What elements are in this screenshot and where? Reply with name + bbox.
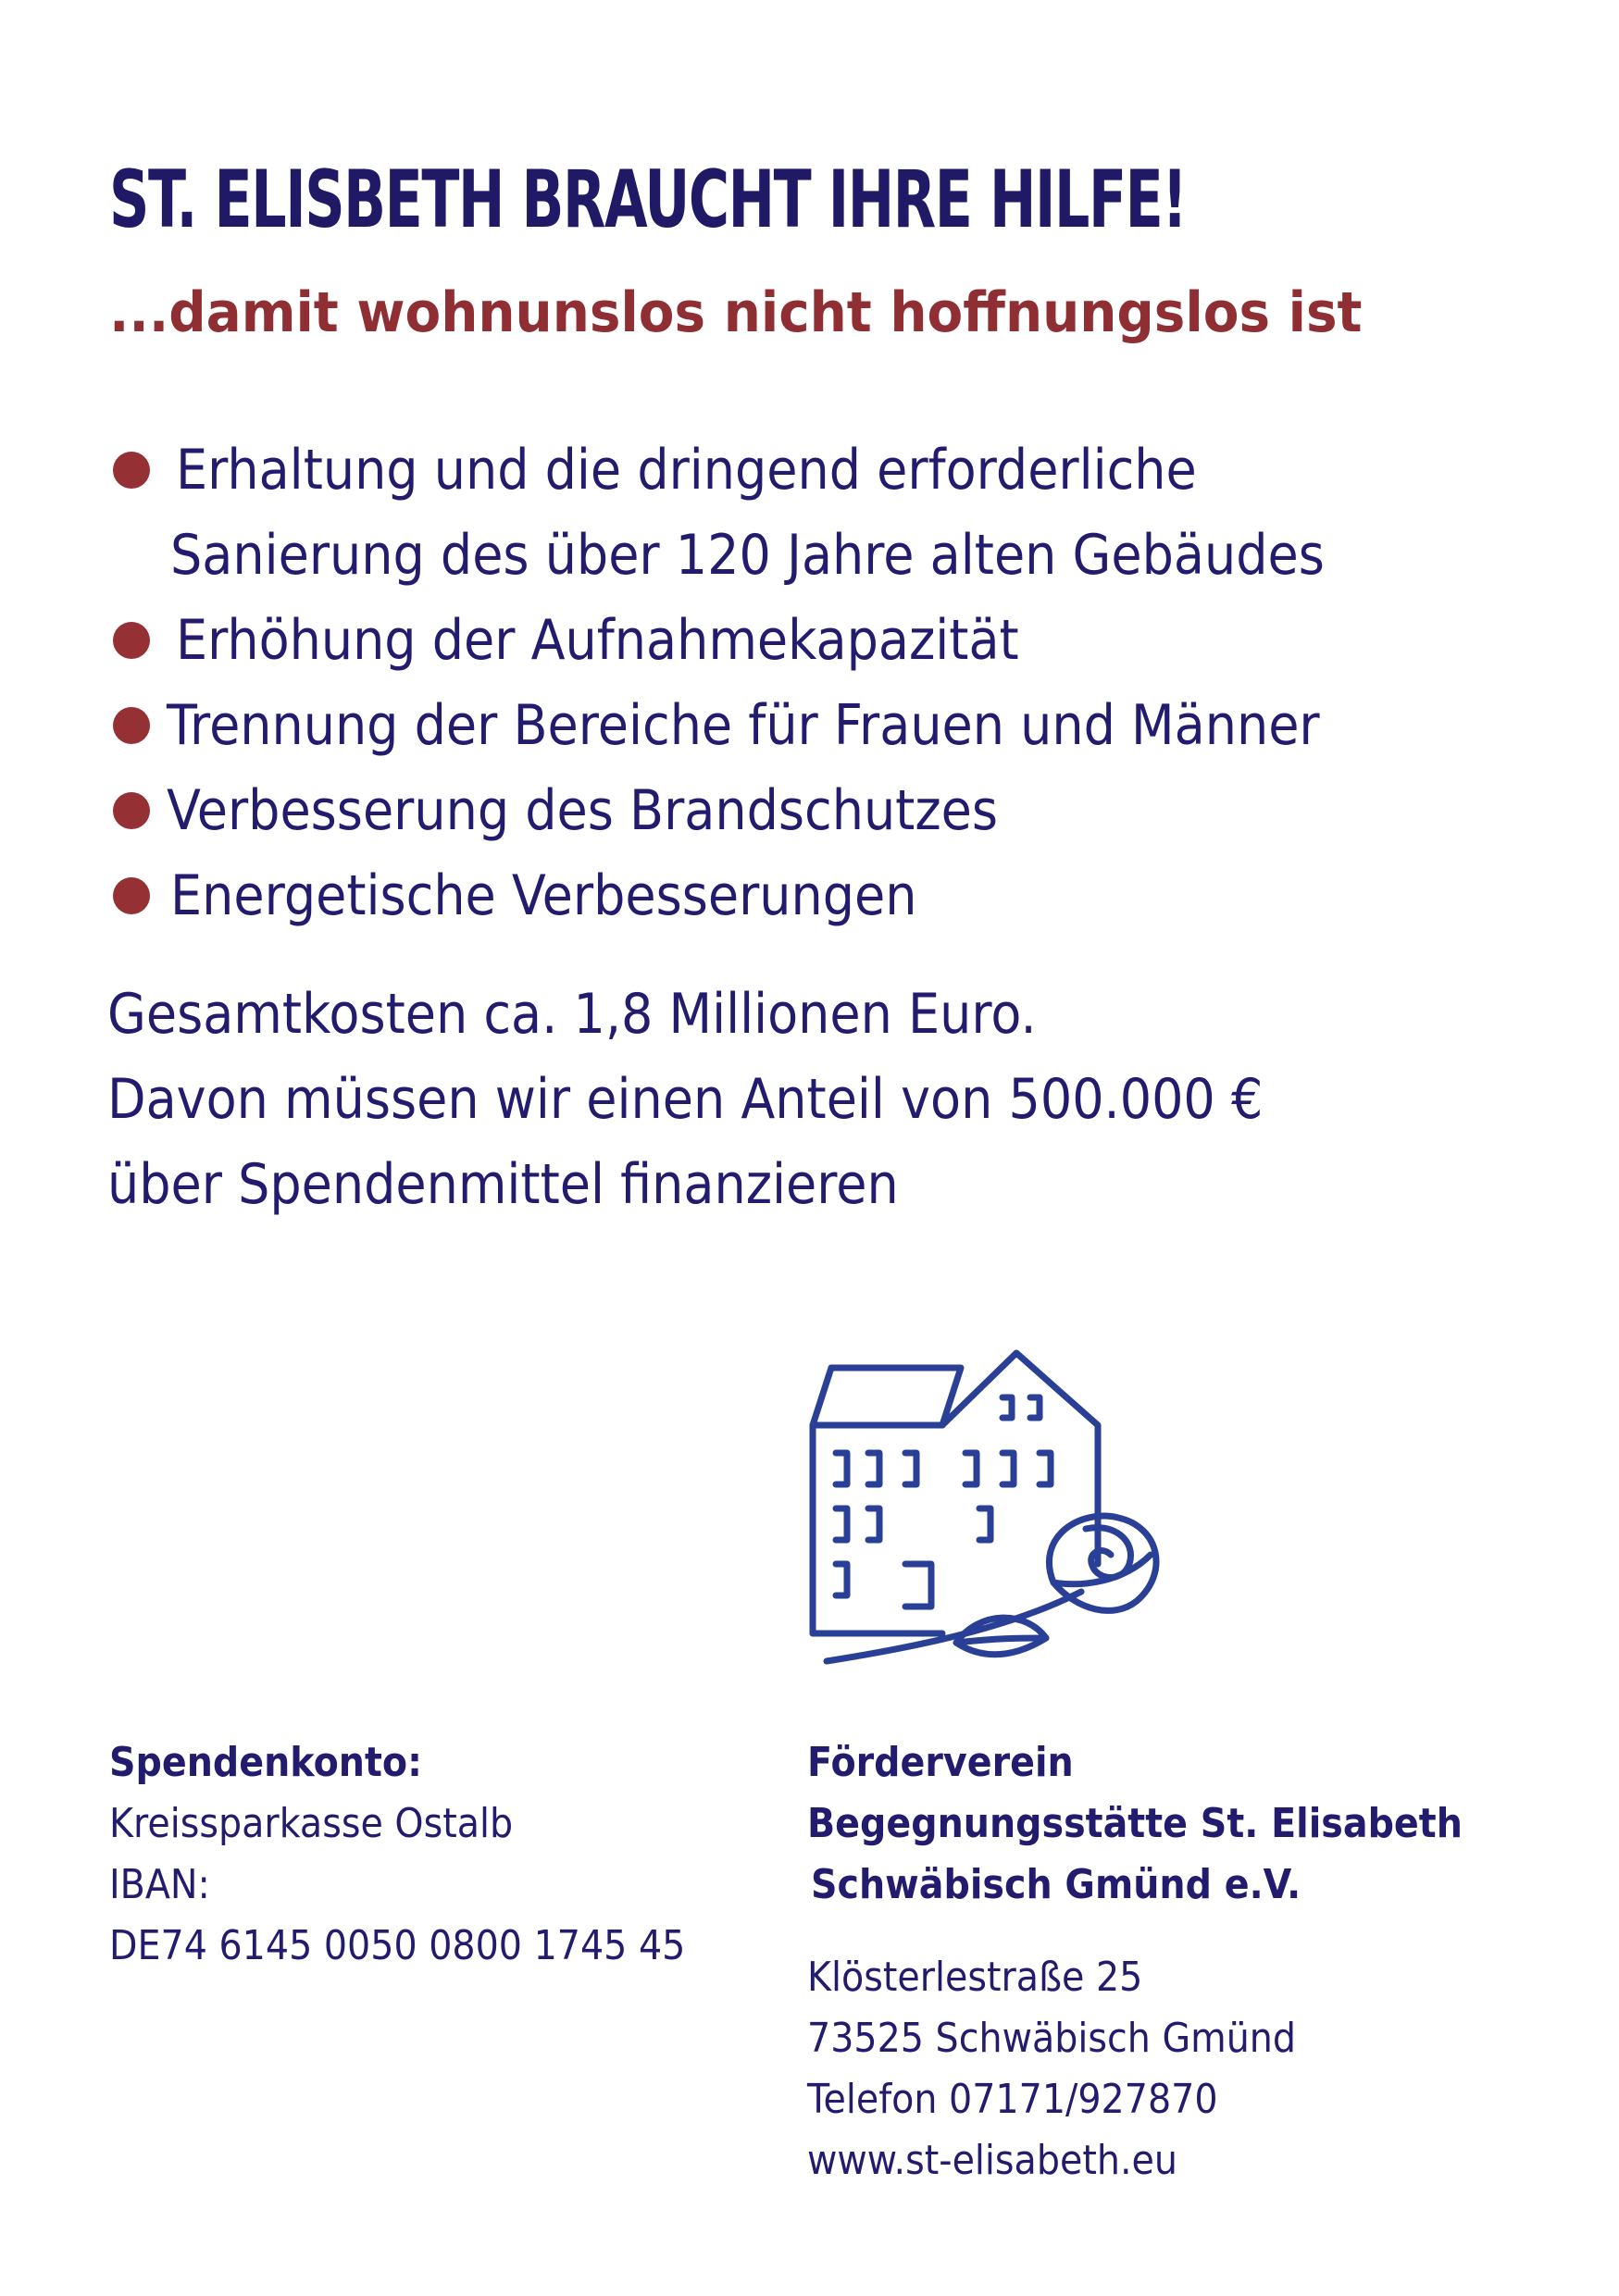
list-item [109, 428, 1452, 598]
list-item [109, 683, 1452, 768]
bullet-dot-icon [113, 452, 150, 489]
contact-city: 73525 Schwäbisch Gmünd [807, 2015, 1297, 2062]
bank-name: Kreissparkasse Ostalb [109, 1800, 514, 1847]
cost-summary [107, 972, 1391, 1227]
list-item-text: Verbesserung des Brandschutzes [167, 778, 999, 843]
contact-street: Klösterlestraße 25 [807, 1954, 1143, 2001]
list-item [109, 598, 1452, 683]
list-item-text: Erhaltung und die dringend erforderliche [176, 438, 1197, 503]
bullet-dot-icon [113, 792, 150, 829]
house-with-rose-icon [803, 1333, 1174, 1675]
list-item-text: Energetische Verbesserungen [170, 863, 917, 928]
bullet-dot-icon [113, 707, 150, 744]
cost-line-total: Gesamtkosten ca. 1,8 Millionen Euro. [107, 982, 1037, 1047]
list-item-text: Trennung der Bereiche für Frauen und Männer [167, 693, 1320, 758]
bullet-dot-icon [113, 622, 150, 659]
list-item-text-continued: Sanierung des über 120 Jahre alten Gebäudes [170, 523, 1325, 588]
association-name [807, 1732, 1536, 1916]
cost-line-donations: über Spendenmittel finanzieren [107, 1152, 899, 1217]
contact-phone: Telefon 07171/927870 [807, 2076, 1218, 2123]
bullet-dot-icon [113, 877, 150, 914]
iban-value: DE74 6145 0050 0800 1745 45 [109, 1922, 686, 1969]
contact-block [807, 1947, 1351, 2191]
association-line-3: Schwäbisch Gmünd e.V. [811, 1861, 1301, 1908]
cost-line-share: Davon müssen wir einen Anteil von 500.000 € [107, 1067, 1264, 1132]
association-line-1: Förderverein [807, 1739, 1074, 1786]
contact-website: www.st-elisabeth.eu [807, 2137, 1178, 2184]
donation-heading: Spendenkonto: [109, 1739, 422, 1786]
subtitle: ...damit wohnunslos nicht hoffnungslos ist [109, 280, 1363, 345]
association-line-2: Begegnungsstätte St. Elisabeth [807, 1800, 1463, 1847]
list-item-text: Erhöhung der Aufnahmekapazität [176, 608, 1019, 673]
list-item [109, 768, 1452, 853]
headline: ST. ELISBETH BRAUCHT IHRE HILFE! [109, 154, 1187, 246]
donation-account [109, 1732, 750, 1977]
iban-label: IBAN: [109, 1861, 210, 1908]
list-item [109, 853, 1452, 938]
goals-list [109, 428, 1452, 938]
